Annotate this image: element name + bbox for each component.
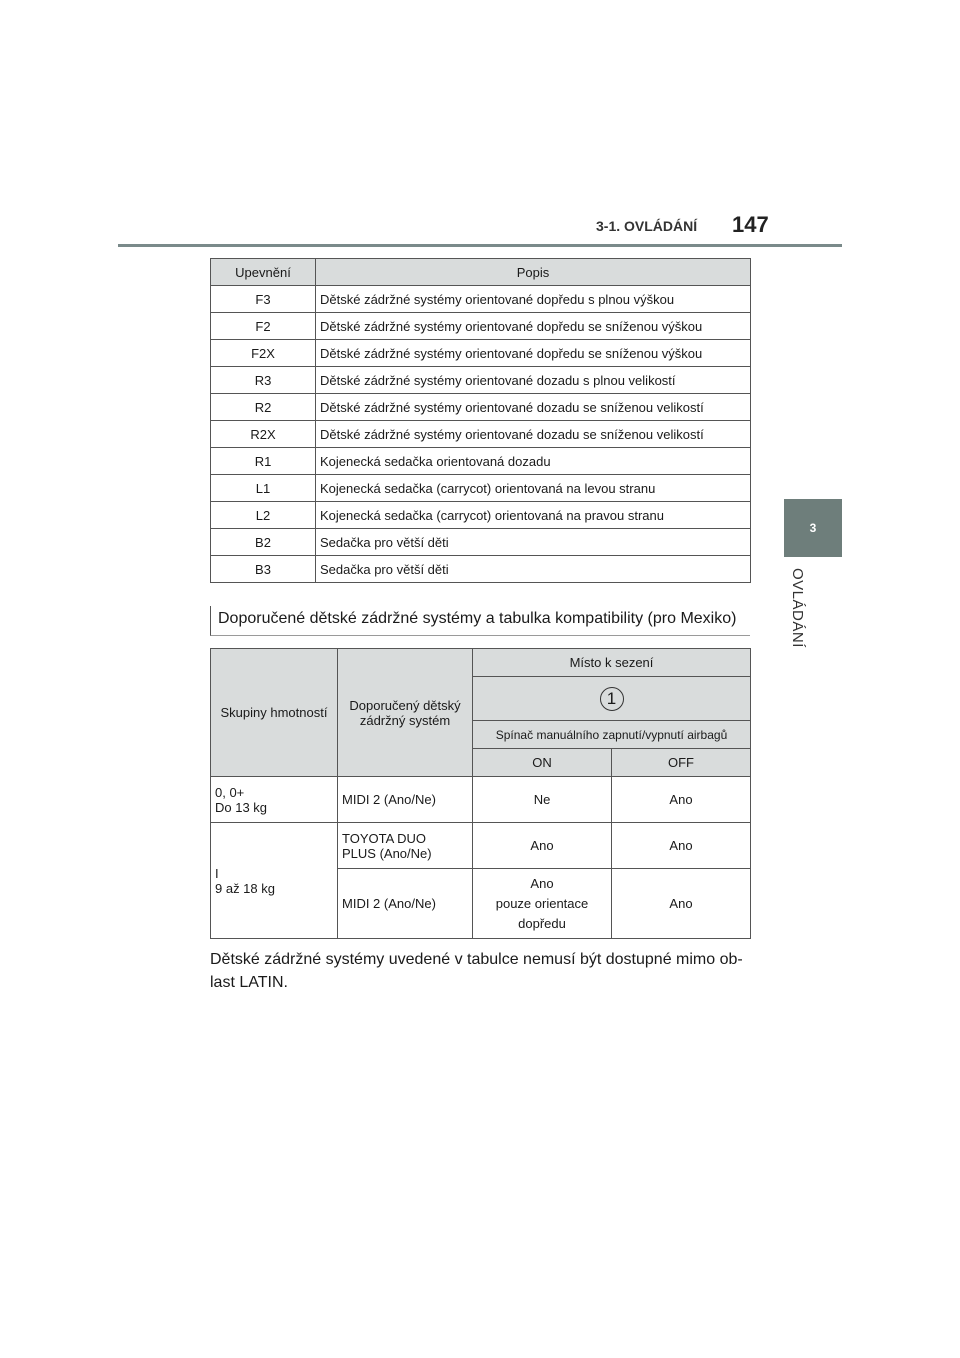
table-row (211, 313, 751, 340)
off-cell: Ano (612, 823, 751, 869)
note-line: Dětské zádržné systémy uvedené v tabulce nemusí být dostupné mimo ob- (210, 951, 743, 968)
column-header-anchorage: Upevnění (211, 259, 316, 286)
anchorage-code: F2X (211, 340, 316, 367)
table-row (211, 367, 751, 394)
anchorage-code: B3 (211, 556, 316, 583)
column-header-off: OFF (612, 749, 751, 777)
weight-group-label: 0, 0+ (215, 784, 245, 800)
system-cell: MIDI 2 (Ano/Ne) (338, 869, 473, 939)
anchorage-code: R1 (211, 448, 316, 475)
anchorage-code: R2X (211, 421, 316, 448)
anchorage-code: F2 (211, 313, 316, 340)
table-header-row (211, 649, 751, 677)
anchorage-description: Dětské zádržné systémy orientované dozadu s plnou velikostí (316, 367, 751, 394)
table-row (211, 502, 751, 529)
note-line: last LATIN. (210, 974, 288, 991)
weight-range: Do 13 kg (215, 799, 268, 815)
system-cell (338, 823, 473, 869)
table-row (211, 823, 751, 869)
anchorage-description: Dětské zádržné systémy orientované dozadu se sníženou velikostí (316, 394, 751, 421)
seat-number-badge: 1 (600, 687, 624, 711)
column-header-recommended-system: Doporučený dětský zádržný systém (338, 649, 473, 777)
compatibility-table (210, 648, 751, 939)
anchorage-description: Kojenecká sedačka (carrycot) orientovaná na pravou stranu (316, 502, 751, 529)
table-row (211, 448, 751, 475)
on-cell: Ano (473, 823, 612, 869)
anchorage-description: Kojenecká sedačka (carrycot) orientovaná na levou stranu (316, 475, 751, 502)
page-number: 147 (732, 212, 769, 237)
chapter-tab: 3 (784, 499, 842, 557)
anchorage-description: Sedačka pro větší děti (316, 556, 751, 583)
system-name-line: PLUS (Ano/Ne) (342, 845, 432, 861)
system-name-line: TOYOTA DUO (342, 830, 427, 846)
column-header-weight-groups: Skupiny hmotností (211, 649, 338, 777)
table-row (211, 529, 751, 556)
on-condition: pouze orientace (495, 895, 589, 911)
weight-group-cell (211, 777, 338, 823)
table-row (211, 340, 751, 367)
system-cell: MIDI 2 (Ano/Ne) (338, 777, 473, 823)
section-header: 3-1. OVLÁDÁNÍ (596, 218, 698, 234)
table-row (211, 777, 751, 823)
anchorage-code: L2 (211, 502, 316, 529)
anchorage-description: Dětské zádržné systémy orientované dozadu se sníženou velikostí (316, 421, 751, 448)
seat-number-cell (473, 677, 751, 721)
table-row (211, 286, 751, 313)
on-value: Ano (530, 875, 554, 891)
column-header-description: Popis (316, 259, 751, 286)
off-cell: Ano (612, 869, 751, 939)
column-header-airbag-switch: Spínač manuálního zapnutí/vypnutí airbagů (473, 721, 751, 749)
table-row (211, 475, 751, 502)
anchorage-description: Kojenecká sedačka orientovaná dozadu (316, 448, 751, 475)
column-header-on: ON (473, 749, 612, 777)
chapter-label: OVLÁDÁNÍ (789, 568, 806, 648)
on-cell (473, 869, 612, 939)
availability-note (210, 948, 755, 994)
table-row (211, 421, 751, 448)
anchorage-code: R2 (211, 394, 316, 421)
anchorage-code: B2 (211, 529, 316, 556)
table-header-row (211, 259, 751, 286)
on-condition: dopředu (518, 915, 566, 931)
anchorage-description: Dětské zádržné systémy orientované dopředu se sníženou výškou (316, 313, 751, 340)
weight-range: 9 až 18 kg (215, 880, 275, 896)
anchorage-code: R3 (211, 367, 316, 394)
anchorage-table (210, 258, 751, 583)
on-cell: Ne (473, 777, 612, 823)
weight-group-label: I (215, 865, 219, 881)
off-cell: Ano (612, 777, 751, 823)
anchorage-description: Dětské zádržné systémy orientované dopředu s plnou výškou (316, 286, 751, 313)
weight-group-cell (211, 823, 338, 939)
anchorage-code: F3 (211, 286, 316, 313)
anchorage-description: Dětské zádržné systémy orientované dopředu se sníženou výškou (316, 340, 751, 367)
column-header-seating-position: Místo k sezení (473, 649, 751, 677)
table-row (211, 394, 751, 421)
section-title: Doporučené dětské zádržné systémy a tabulka kompatibility (pro Mexiko) (210, 606, 750, 636)
table-row (211, 556, 751, 583)
anchorage-code: L1 (211, 475, 316, 502)
header-rule (118, 244, 842, 247)
anchorage-description: Sedačka pro větší děti (316, 529, 751, 556)
